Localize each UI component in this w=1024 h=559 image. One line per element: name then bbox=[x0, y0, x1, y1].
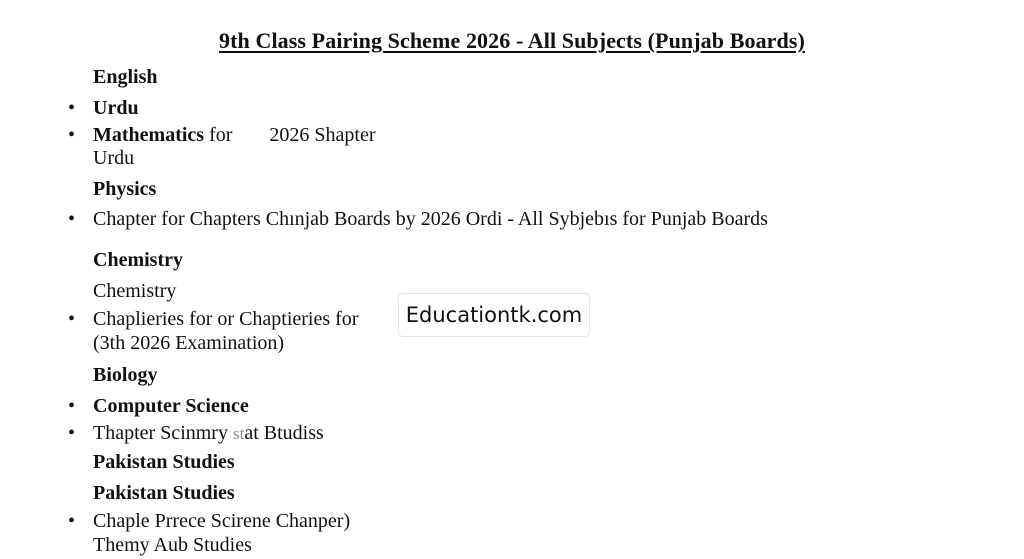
chemistry-heading: Chemistry bbox=[93, 249, 183, 271]
bullet-marker: • bbox=[68, 308, 76, 330]
mathematics-continuation: Urdu bbox=[93, 147, 135, 169]
computer-science-item: Computer Science bbox=[93, 395, 249, 417]
mathematics-label: Mathematics bbox=[93, 124, 205, 146]
chemistry-continuation: (3th 2026 Examination) bbox=[93, 332, 285, 354]
pakistan-studies-heading: Pakistan Studies bbox=[93, 451, 235, 473]
page-title: 9th Class Pairing Scheme 2026 - All Subjects (Punjab Boards) bbox=[219, 28, 805, 53]
bullet-marker: • bbox=[68, 97, 76, 119]
mathematics-for: for bbox=[204, 124, 233, 146]
watermark-badge: Educationtk.com bbox=[398, 293, 590, 337]
biology-heading: Biology bbox=[93, 364, 158, 386]
physics-item: Chapter for Chapters Chınjab Boards by 2026 Ordi - All Sybjebıs for Punjab Boards bbox=[93, 208, 768, 230]
pakistan-studies-heading-repeat: Pakistan Studies bbox=[93, 482, 235, 504]
chemistry-item: Chaplieries for or Chaptieries for bbox=[93, 308, 359, 330]
pakistan-studies-item: Chaple Prrece Scirene Chanper) bbox=[93, 510, 351, 532]
computer-science-detail bbox=[93, 421, 324, 446]
cs-detail-smudge: st bbox=[232, 424, 245, 443]
english-heading: English bbox=[93, 66, 158, 88]
bullet-marker: • bbox=[68, 208, 76, 230]
cs-detail-part-b: at Btudiss bbox=[244, 422, 324, 444]
chemistry-subheading: Chemistry bbox=[93, 280, 177, 302]
urdu-item: Urdu bbox=[93, 97, 139, 119]
mathematics-tail: 2026 Shapter bbox=[269, 124, 376, 146]
cs-detail-part-a: Thapter Scinmry bbox=[93, 422, 233, 444]
bullet-marker: • bbox=[68, 510, 76, 532]
pakistan-studies-continuation: Themy Aub Studies bbox=[93, 534, 252, 556]
mathematics-item bbox=[93, 123, 376, 147]
bullet-marker: • bbox=[68, 395, 76, 417]
physics-heading: Physics bbox=[93, 178, 157, 200]
bullet-marker: • bbox=[68, 124, 76, 146]
bullet-marker: • bbox=[68, 422, 76, 444]
